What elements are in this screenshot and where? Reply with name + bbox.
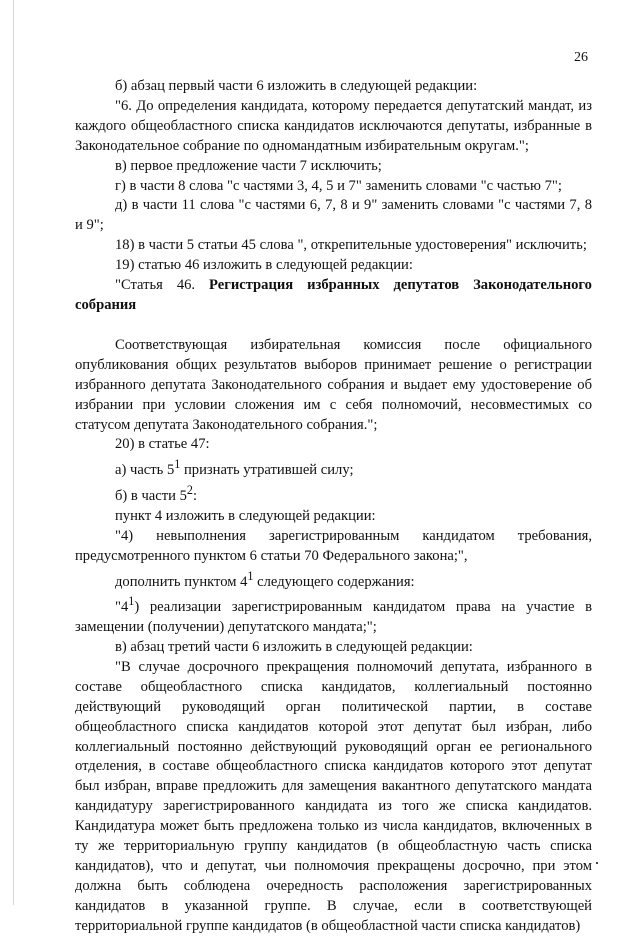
paragraph-v2: в) абзац третий части 6 изложить в следующей редакции: [115,639,473,655]
item-a-text: а) часть 5 [115,462,175,479]
article-title: Регистрация избранных депутатов Законодательного собрания [75,277,592,313]
quote41-text: "4 [115,599,129,616]
paragraph-18: 18) в части 5 статьи 45 слова ", открепительные удостоверения" исключить; [115,237,587,254]
scan-speck [596,862,598,864]
article-body: Соответствующая избирательная комиссия после официального опубликования общих результатов выборов принимает решение о регистрации избранного депутата Законодательного собрания и выдает ему удостоверение об избрании при условии сложения им с себя полномочий, несовместимых со статусом депутата Законодательного собрания."; [75,336,592,433]
item-a-sup: 1 [174,457,181,472]
paragraph-supplement [75,567,592,593]
supplement-text: дополнить пунктом 4 [115,573,248,590]
supplement-text-end: следующего содержания: [253,573,415,590]
paragraph-20b [75,481,592,507]
article-heading [75,276,592,316]
quote41-sup: 1 [128,594,135,609]
quote41-text-end: ) реализации зарегистрированным кандидатом права на участие в замещении (получении) депутатского мандата;"; [75,599,592,636]
paragraph-d: д) в части 11 слова "с частями 6, 7, 8 и 9" заменить словами "с частями 7, 8 и 9"; [75,197,592,234]
page-number: 26 [574,50,588,65]
paragraph-b: б) абзац первый части 6 изложить в следующей редакции: [115,78,478,94]
paragraph-v: в) первое предложение части 7 исключить; [115,157,382,174]
paragraph-20a [75,455,592,481]
item-a-text-end: признать утратившей силу; [180,462,354,479]
supplement-sup: 1 [247,568,254,583]
document-body [75,77,592,937]
paragraph-20: 20) в статье 47: [115,436,210,453]
article-prefix: "Статья 46. [115,277,209,294]
paragraph-quote-4: "4) невыполнения зарегистрированным кандидатом требования, предусмотренного пунктом 6 статьи 70 Федерального закона;", [75,527,592,564]
paragraph-19: 19) статью 46 изложить в следующей редакции: [115,257,413,274]
paragraph-g: г) в части 8 слова "с частями 3, 4, 5 и 7" заменить словами "с частью 7"; [115,177,562,194]
item-b-sup: 2 [186,483,193,498]
paragraph-quote-41 [75,592,592,638]
scan-edge-line [13,0,14,905]
paragraph-point4: пункт 4 изложить в следующей редакции: [115,507,376,524]
paragraph-final: "В случае досрочного прекращения полномочий депутата, избранного в составе общеобластного списка кандидатов, коллегиальный постоянно действующий руководящий орган политической партии, в составе общеобластного списка кандидатов которой этот депутат был избран, либо коллегиальный постоянно действующий руководящий орган ее регионального отделения, в составе общеобластного списка кандидатов которого этот депутат был избран, вправе предложить для замещения вакантного депутатского мандата кандидатуру зарегистрированного кандидата из того же списка кандидатов. Кандидатура может быть предложена только из числа кандидатов, включенных в ту же территориальную группу кандидатов (в общеобластную часть списка кандидатов), что и депутат, чьи полномочия прекращены досрочно, при этом должна быть соблюдена очередность расположения зарегистрированных кандидатов в указанной группе. В случае, если в соответствующей территориальной группе кандидатов (в общеобластной части списка кандидатов) [75,658,592,934]
paragraph-quote-6: "6. До определения кандидата, которому передается депутатский мандат, из каждого общеобластного списка кандидатов исключаются депутаты, избранные в Законодательное собрание по одномандатным избирательным округам."; [75,97,592,154]
item-b-text: б) в части 5 [115,487,187,504]
item-b-text-end: : [192,487,198,504]
